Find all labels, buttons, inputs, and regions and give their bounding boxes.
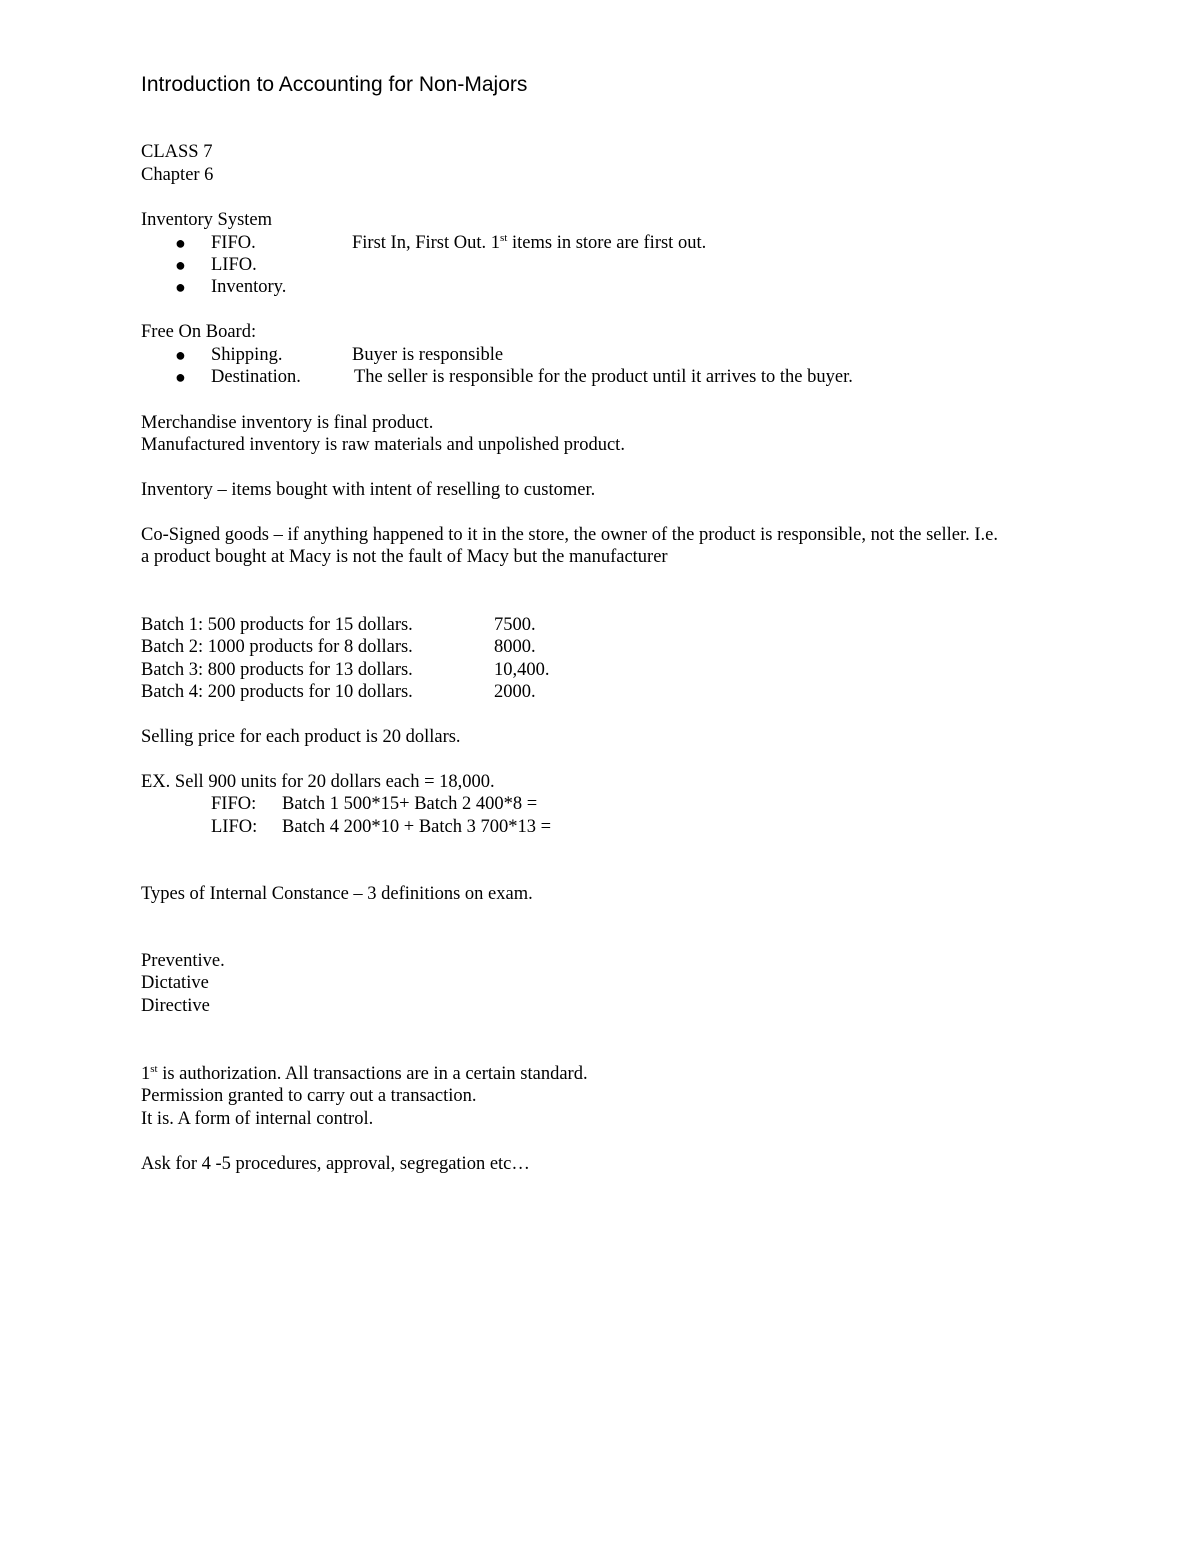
batch-4-amount: 2000. <box>494 682 536 702</box>
inventory-system-heading: Inventory System <box>141 210 273 230</box>
batch-2-label: Batch 2: 1000 products for 8 dollars. <box>141 637 413 657</box>
lifo-term: LIFO. <box>211 255 257 275</box>
batch-1-label: Batch 1: 500 products for 15 dollars. <box>141 615 413 635</box>
bullet-icon: ● <box>175 367 186 387</box>
shipping-term: Shipping. <box>211 345 283 365</box>
cosigned-line-2: a product bought at Macy is not the fault of Macy but the manufacturer <box>141 547 668 567</box>
manufactured-line: Manufactured inventory is raw materials and unpolished product. <box>141 435 625 455</box>
batch-2-amount: 8000. <box>494 637 536 657</box>
ask-line: Ask for 4 -5 procedures, approval, segregation etc… <box>141 1154 530 1174</box>
batch-3-label: Batch 3: 800 products for 13 dollars. <box>141 660 413 680</box>
example-line: EX. Sell 900 units for 20 dollars each = 18,000. <box>141 772 495 792</box>
lifo-example-label: LIFO: <box>211 817 258 837</box>
itis-line: It is. A form of internal control. <box>141 1109 374 1129</box>
batch-1-amount: 7500. <box>494 615 536 635</box>
fifo-term: FIFO. <box>211 233 256 253</box>
merchandise-line: Merchandise inventory is final product. <box>141 413 434 433</box>
type-dictative: Dictative <box>141 973 209 993</box>
type-preventive: Preventive. <box>141 951 225 971</box>
types-line: Types of Internal Constance – 3 definitions on exam. <box>141 884 533 904</box>
lifo-example-calc: Batch 4 200*10 + Batch 3 700*13 = <box>282 817 552 837</box>
batch-3-amount: 10,400. <box>494 660 550 680</box>
auth-sup: st <box>150 1062 158 1075</box>
destination-description: The seller is responsible for the product until it arrives to the buyer. <box>354 367 853 387</box>
permission-line: Permission granted to carry out a transaction. <box>141 1086 477 1106</box>
selling-price-line: Selling price for each product is 20 dollars. <box>141 727 461 747</box>
class-label: CLASS 7 <box>141 142 213 162</box>
authorization-line <box>141 1063 588 1085</box>
bullet-icon: ● <box>175 255 186 275</box>
bullet-icon: ● <box>175 277 186 297</box>
fifo-example-calc: Batch 1 500*15+ Batch 2 400*8 = <box>282 794 538 814</box>
fifo-desc-sup: st <box>500 231 508 244</box>
auth-post: is authorization. All transactions are in a certain standard. <box>157 1064 588 1084</box>
shipping-description: Buyer is responsible <box>352 345 504 365</box>
destination-term: Destination. <box>211 367 301 387</box>
type-directive: Directive <box>141 996 210 1016</box>
fob-heading: Free On Board: <box>141 322 257 342</box>
batch-4-label: Batch 4: 200 products for 10 dollars. <box>141 682 413 702</box>
inventory-definition: Inventory – items bought with intent of reselling to customer. <box>141 480 596 500</box>
cosigned-line-1: Co-Signed goods – if anything happened to it in the store, the owner of the product is responsible, not the seller. I.e. <box>141 525 998 545</box>
bullet-icon: ● <box>175 345 186 365</box>
fifo-description <box>352 232 706 254</box>
document-title: Introduction to Accounting for Non-Majors <box>141 73 528 96</box>
chapter-label: Chapter 6 <box>141 165 214 185</box>
auth-pre: 1 <box>141 1064 151 1084</box>
inventory-term: Inventory. <box>211 277 287 297</box>
fifo-example-label: FIFO: <box>211 794 257 814</box>
bullet-icon: ● <box>175 233 186 253</box>
fifo-desc-pre: First In, First Out. 1 <box>352 233 501 253</box>
fifo-desc-post: items in store are first out. <box>507 233 707 253</box>
